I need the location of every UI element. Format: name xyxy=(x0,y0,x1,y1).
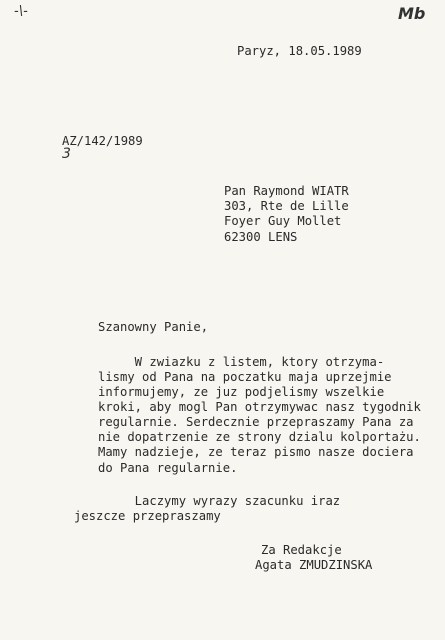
closing-line: jeszcze przepraszamy xyxy=(74,509,221,523)
top-right-initials: Mb xyxy=(398,4,426,23)
body-line: informujemy, ze juz podjelismy wszelkie xyxy=(98,385,385,399)
margin-mark: 3 xyxy=(62,146,71,162)
body-line: Mamy nadzieje, ze teraz pismo nasze dociera xyxy=(98,445,414,459)
signature-line: Za Redakcje xyxy=(261,543,342,557)
recipient-street: 303, Rte de Lille xyxy=(224,199,349,213)
body-line: nie dopatrzenie ze strony dzialu kolportażu. xyxy=(98,430,421,444)
body-line: kroki, aby mogl Pan otrzymywac nasz tygodnik xyxy=(98,400,421,414)
body-line: W zwiazku z listem, ktory otrzyma- xyxy=(98,355,385,369)
place-date: Paryz, 18.05.1989 xyxy=(237,44,362,58)
top-left-mark: -\- xyxy=(14,4,28,19)
signature-name: Agata ZMUDZINSKA xyxy=(255,558,373,572)
recipient-city: 62300 LENS xyxy=(224,230,298,244)
body-line: do Pana regularnie. xyxy=(98,461,238,475)
body-line: lismy od Pana na poczatku maja uprzejmie xyxy=(98,370,392,384)
body-line: regularnie. Serdecznie przepraszamy Pana za xyxy=(98,415,414,429)
salutation: Szanowny Panie, xyxy=(98,320,209,334)
recipient-name: Pan Raymond WIATR xyxy=(224,184,349,198)
reference-number: AZ/142/1989 xyxy=(62,134,143,148)
recipient-building: Foyer Guy Mollet xyxy=(224,214,342,228)
closing-line: Laczymy wyrazy szacunku iraz xyxy=(98,494,341,508)
